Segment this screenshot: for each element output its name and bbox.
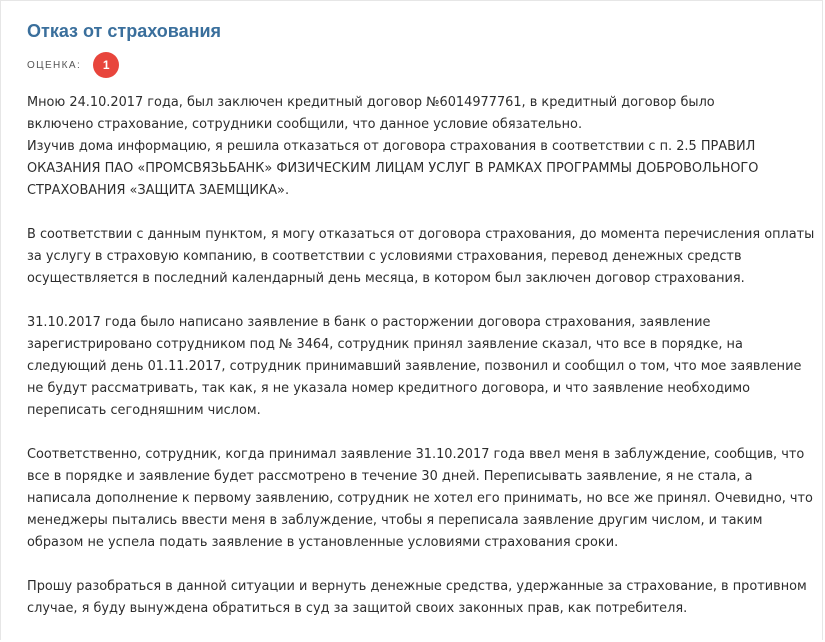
review-line: зарегистрировано сотрудником под № 3464, сотрудник принял заявление сказал, что все в порядке, на [27,337,743,352]
review-line: Мною 24.10.2017 года, был заключен кредитный договор №6014977761, в кредитный договор было [27,95,715,110]
review-line: ОКАЗАНИЯ ПАО «ПРОМСВЯЗЬБАНК» ФИЗИЧЕСКИМ ЛИЦАМ УСЛУГ В РАМКАХ ПРОГРАММЫ ДОБРОВОЛЬНОГО [27,161,759,176]
review-line: не будут рассматривать, так как, я не указала номер кредитного договора, и что заявление необходимо [27,381,751,396]
review-line: Изучив дома информацию, я решила отказаться от договора страхования в соответствии с п. 2.5 ПРАВИЛ [27,139,756,154]
review-line: написала дополнение к первому заявлению, сотрудник не хотел его принимать, но все же принял. Очевидно, что [27,491,813,506]
review-line: осуществляется в последний календарный день месяца, в котором был заключен договор страхования. [27,271,745,286]
review-paragraph [27,312,807,422]
review-line: Соответственно, сотрудник, когда принимал заявление 31.10.2017 года ввел меня в заблуждение, сообщив, что [27,447,805,462]
review-line: Прошу разобраться в данной ситуации и вернуть денежные средства, удержанные за страхование, в противном [27,579,807,594]
review-line: включено страхование, сотрудники сообщили, что данное условие обязательно. [27,117,583,132]
review-line: переписать сегодняшним числом. [27,403,261,418]
review-paragraph [27,444,813,554]
review-body [27,92,815,642]
rating-label: ОЦЕНКА: [27,59,82,71]
review-paragraph [27,92,807,202]
review-line: случае, я буду вынуждена обратиться в суд за защитой своих законных прав, как потребителя. [27,601,688,616]
rating-badge: 1 [93,52,119,78]
review-line: 31.10.2017 года было написано заявление в банк о расторжении договора страхования, заявление [27,315,711,330]
review-paragraph [27,224,815,290]
review-line: образом не успела подать заявление в установленные условиями страхования сроки. [27,535,619,550]
review-line: следующий день 01.11.2017, сотрудник принимавший заявление, позвонил и сообщил о том, что мое заявление [27,359,802,374]
review-title: Отказ от страхования [27,21,222,41]
rating-row [27,52,119,78]
review-line: все в порядке и заявление будет рассмотрено в течение 30 дней. Переписывать заявление, я не стала, а [27,469,753,484]
review-line: СТРАХОВАНИЯ «ЗАЩИТА ЗАЕМЩИКА». [27,183,290,198]
review-line: за услугу в страховую компанию, в соответствии с условиями страхования, перевод денежных средств [27,249,742,264]
review-line: менеджеры пытались ввести меня в заблуждение, чтобы я переписала заявление другим числом, и таким [27,513,763,528]
review-line: В соответствии с данным пунктом, я могу отказаться от договора страхования, до момента перечисления оплаты [27,227,815,242]
review-paragraph [27,576,807,620]
